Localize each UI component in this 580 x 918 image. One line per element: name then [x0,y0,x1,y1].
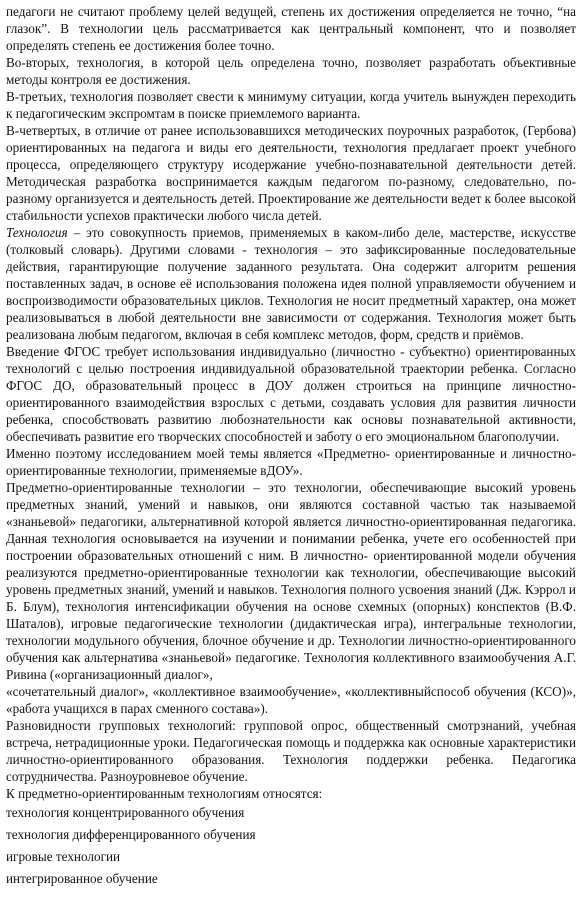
paragraph-subject-oriented: Предметно-ориентированные технологии – это технологии, обеспечивающие высокий уровень предметных знаний, умений и навыков, они являются составной частью так называемой «знаньевой» педагогики, альтернативной которой является личностно-ориентированная педагогика. Данная технология основывается на изучении и понимании ребенка, учете его особенностей при построении образовательных отношений с ним. В личностно- ориентированной модели обучения реализуются предметно-ориентированные технологии как технологии, обеспечивающие высокий уровень предметных знаний, умений и навыков. Технология полного усвоения знаний (Дж. Кэррол и Б. Блум), технология интенсификации обучения на основе схемных (опорных) конспектов (В.Ф. Шаталов), игровые педагогические технологии (дидактическая игра), интегральные технологии, технологии модульного обучения, блочное обучение и др. Технологии личностно-ориентированного обучения как альтернатива «знаньевой» педагогике. Технология коллективного взаимообучения А.Г. Ривина («организационный диалог», [6,480,576,682]
paragraph-technology-definition [6,224,576,343]
list-item: технология дифференцированного обучения [6,827,256,842]
paragraph-fgos: Введение ФГОС требует использования индивидуально (личностно - субъектно) ориентированных технологий с целью построения индивидуальной образовательной траектории ребенка. Согласно ФГОС ДО, образовательный процесс в ДОУ должен строиться на принципе личностно-ориентированного взаимодействия взрослых с детьми, создавать условия для развития личности ребенка, способствовать развитию любознательности как основы познавательной активности, обеспечивать развитие его творческих способностей и заботу о его эмоциональном благополучии. [6,344,576,444]
paragraph-list-intro: К предметно-ориентированным технологиям относятся: [6,786,323,801]
paragraph-fourth-point: В-четвертых, в отличие от ранее использовавшихся методических поурочных разработок, (Гербова) ориентированных на педагога и виды его деятельности, технология предлагает проект учебного процесса, определяющего структуру исодержание учебно-познавательной деятельности детей. Методическая разработка воспринимается каждым педагогом по-разному, следовательно, по-разному организуется и деятельность детей. Проектирование же деятельности ведет к более высокой стабильности успехов практически любого числа детей. [6,123,576,223]
technology-term: Технология [6,225,68,240]
paragraph-third-point: В-третьих, технология позволяет свести к минимуму ситуации, когда учитель вынужден переходить к педагогическим экспромтам в поиске приемлемого варианта. [6,89,576,121]
paragraph-research-topic: Именно поэтому исследованием моей темы является «Предметно- ориентированные и личностно-ориентированные технологии, применяемые вДОУ». [6,446,576,478]
list-item: технология концентрированного обучения [6,805,245,820]
paragraph-group-technologies: Разновидности групповых технологий: групповой опрос, общественный смотрзнаний, учебная встреча, нетрадиционные уроки. Педагогическая помощь и поддержка как основные характеристики личностно-ориентированного образования. Технология поддержки ребенка. Педагогика сотрудничества. Разноуровневое обучение. [6,718,576,784]
technology-definition-text: – это совокупность приемов, применяемых в каком-либо деле, мастерстве, искусстве (толковый словарь). Другими словами - технология – это зафиксированные последовательные действия, гарантирующие получение заданного результата. Она содержит алгоритм решения поставленных задач, в основе её использования положена идея полной управляемости обучением и воспроизводимости образовательных циклов. Технология не носит предметный характер, она может реализовываться в любой деятельности вне зависимости от содержания. Технология может быть реализована любым педагогом, включая в себя комплекс методов, форм, средств и приёмов. [6,225,576,342]
paragraph-second-point: Во-вторых, технология, в которой цель определена точно, позволяет разработать объективные методы контроля ее достижения. [6,55,576,87]
paragraph-dialog-forms: «сочетательный диалог», «коллективное взаимообучение», «коллективныйспособ обучения (КСО)», «работа учащихся в парах сменного состава»). [6,684,576,716]
paragraph-goal-precision: педагоги не считают проблему целей ведущей, степень их достижения определяется не точно, “на глазок”. В технологии цель рассматривается как центральный компонент, что и позволяет определять степень ее достижения более точно. [6,4,576,53]
list-item: интегрированное обучение [6,871,158,886]
list-item: игровые технологии [6,849,121,864]
